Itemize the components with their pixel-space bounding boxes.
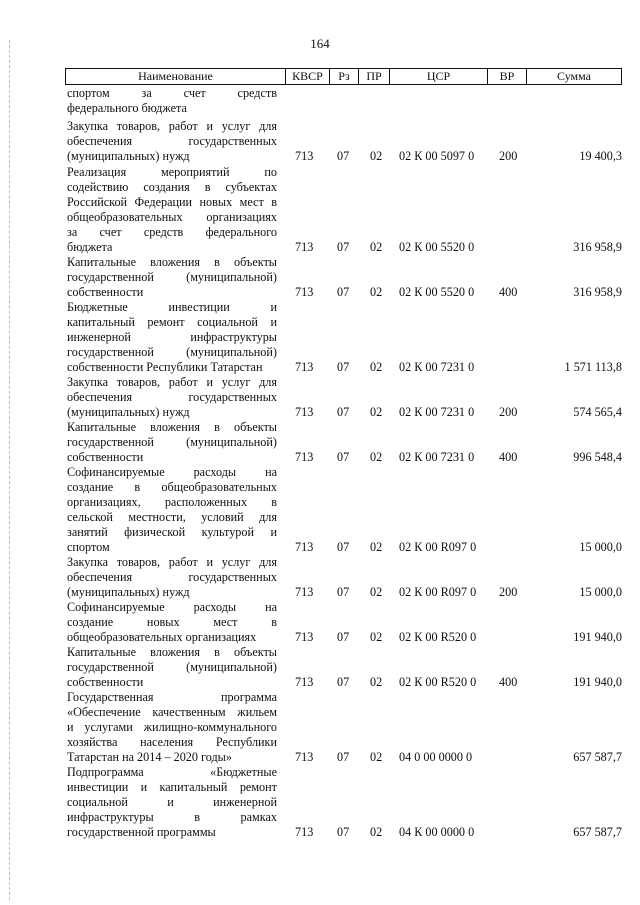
row-sum: 191 940,0 (573, 630, 622, 644)
row-name-line: и услугами жилищно-коммунального (67, 720, 277, 734)
row-name-line: Татарстан на 2014 – 2020 годы» (67, 750, 232, 764)
row-vr: 400 (499, 675, 518, 689)
row-name (67, 255, 277, 300)
row-name-line: обеспечения государственных (67, 570, 277, 584)
row-name (67, 119, 277, 164)
row-rz: 07 (337, 675, 350, 689)
row-name-line: государственной (муниципальной) (67, 435, 277, 449)
row-kvsr: 713 (295, 675, 314, 689)
header-kvsr: КВСР (286, 69, 330, 84)
row-kvsr: 713 (295, 630, 314, 644)
row-sum: 657 587,7 (573, 750, 622, 764)
row-name-line: «Обеспечение качественным жильем (67, 705, 277, 719)
row-pr: 02 (370, 285, 383, 299)
row-kvsr: 713 (295, 405, 314, 419)
row-name-line: инженерной инфраструктуры (67, 330, 277, 344)
row-name-line: организациях, расположенных в (67, 495, 277, 509)
row-kvsr: 713 (295, 285, 314, 299)
row-sum: 316 958,9 (573, 285, 622, 299)
row-name-line: Капитальные вложения в объекты (67, 420, 277, 434)
row-name-line: Закупка товаров, работ и услуг для (67, 555, 277, 569)
row-vr: 200 (499, 585, 518, 599)
row-name-line: Софинансируемые расходы на (67, 600, 277, 614)
row-pr: 02 (370, 675, 383, 689)
row-name-line: инвестиции и капитальный ремонт (67, 780, 277, 794)
row-name (67, 375, 277, 420)
row-pr: 02 (370, 750, 383, 764)
row-csr: 02 К 00 R520 0 (399, 630, 477, 644)
row-name (67, 600, 277, 645)
row-csr: 02 К 00 R520 0 (399, 675, 477, 689)
header-pr: ПР (359, 69, 390, 84)
row-csr: 02 К 00 5097 0 (399, 149, 475, 163)
row-name (67, 465, 277, 555)
row-name-line: обеспечения государственных (67, 134, 277, 148)
row-name-line: инфраструктуры в рамках (67, 810, 277, 824)
row-vr: 200 (499, 149, 518, 163)
row-pr: 02 (370, 585, 383, 599)
row-kvsr: 713 (295, 585, 314, 599)
row-sum: 191 940,0 (573, 675, 622, 689)
row-name-line: обеспечения государственных (67, 390, 277, 404)
row-rz: 07 (337, 149, 350, 163)
row-name-line: Софинансируемые расходы на (67, 465, 277, 479)
row-rz: 07 (337, 540, 350, 554)
row-sum: 15 000,0 (579, 585, 622, 599)
row-pr: 02 (370, 405, 383, 419)
row-sum: 657 587,7 (573, 825, 622, 839)
row-csr: 04 0 00 0000 0 (399, 750, 473, 764)
row-csr: 02 К 00 5520 0 (399, 240, 475, 254)
row-name-line: социальной и инженерной (67, 795, 277, 809)
row-pr: 02 (370, 825, 383, 839)
row-name-line: спортом за счет средств (67, 86, 277, 100)
row-name (67, 420, 277, 465)
row-name-line: Капитальные вложения в объекты (67, 255, 277, 269)
row-vr: 400 (499, 285, 518, 299)
row-rz: 07 (337, 240, 350, 254)
row-name-line: занятий физической культурой и (67, 525, 277, 539)
row-name-line: сельской местности, условий для (67, 510, 277, 524)
row-name (67, 86, 277, 116)
row-pr: 02 (370, 540, 383, 554)
row-name-line: собственности (67, 675, 144, 689)
row-csr: 02 К 00 5520 0 (399, 285, 475, 299)
row-sum: 996 548,4 (573, 450, 622, 464)
header-name: Наименование (66, 69, 286, 84)
row-csr: 02 К 00 R097 0 (399, 540, 477, 554)
row-name-line: создание в общеобразовательных (67, 480, 277, 494)
row-kvsr: 713 (295, 750, 314, 764)
row-pr: 02 (370, 630, 383, 644)
header-sum: Сумма (557, 69, 591, 83)
row-rz: 07 (337, 450, 350, 464)
row-name-line: общеобразовательных организациях (67, 210, 277, 224)
row-rz: 07 (337, 630, 350, 644)
row-name (67, 300, 277, 375)
row-name-line: государственной (муниципальной) (67, 660, 277, 674)
row-sum: 1 571 113,8 (564, 360, 622, 374)
row-name-line: Российской Федерации новых мест в (67, 195, 277, 209)
row-name (67, 645, 277, 690)
row-name-line: (муниципальных) нужд (67, 149, 190, 163)
row-name-line: хозяйства населения Республики (67, 735, 277, 749)
row-name-line: спортом (67, 540, 110, 554)
table-header (65, 68, 622, 85)
row-name-line: Закупка товаров, работ и услуг для (67, 119, 277, 133)
row-name-line: создание новых мест в (67, 615, 277, 629)
row-csr: 02 К 00 7231 0 (399, 360, 475, 374)
row-kvsr: 713 (295, 149, 314, 163)
row-rz: 07 (337, 825, 350, 839)
row-name-line: Реализация мероприятий по (67, 165, 277, 179)
row-csr: 04 К 00 0000 0 (399, 825, 475, 839)
row-name-line: государственной программы (67, 825, 216, 839)
header-csr: ЦСР (390, 69, 488, 84)
row-kvsr: 713 (295, 450, 314, 464)
row-kvsr: 713 (295, 825, 314, 839)
row-name (67, 165, 277, 255)
row-sum: 19 400,3 (579, 149, 622, 163)
row-rz: 07 (337, 750, 350, 764)
row-pr: 02 (370, 240, 383, 254)
row-name-line: федерального бюджета (67, 101, 187, 115)
row-kvsr: 713 (295, 360, 314, 374)
row-name-line: Подпрограмма «Бюджетные (67, 765, 277, 779)
row-pr: 02 (370, 149, 383, 163)
row-name (67, 555, 277, 600)
row-pr: 02 (370, 450, 383, 464)
row-vr: 400 (499, 450, 518, 464)
row-name-line: Государственная программа (67, 690, 277, 704)
row-name-line: собственности Республики Татарстан (67, 360, 263, 374)
row-name-line: Капитальные вложения в объекты (67, 645, 277, 659)
row-name-line: Закупка товаров, работ и услуг для (67, 375, 277, 389)
row-rz: 07 (337, 405, 350, 419)
row-name-line: государственной (муниципальной) (67, 345, 277, 359)
row-name-line: (муниципальных) нужд (67, 405, 190, 419)
row-name-line: за счет средств федерального (67, 225, 277, 239)
row-name-line: собственности (67, 285, 144, 299)
row-name-line: общеобразовательных организациях (67, 630, 257, 644)
row-rz: 07 (337, 585, 350, 599)
header-vr: ВР (488, 69, 527, 84)
row-sum: 15 000,0 (579, 540, 622, 554)
row-name (67, 765, 277, 840)
row-name-line: Бюджетные инвестиции и (67, 300, 277, 314)
row-name-line: капитальный ремонт социальной и (67, 315, 277, 329)
row-csr: 02 К 00 7231 0 (399, 405, 475, 419)
row-csr: 02 К 00 7231 0 (399, 450, 475, 464)
row-kvsr: 713 (295, 540, 314, 554)
row-pr: 02 (370, 360, 383, 374)
row-sum: 574 565,4 (573, 405, 622, 419)
row-rz: 07 (337, 285, 350, 299)
row-name-line: содействию создания в субъектах (67, 180, 277, 194)
row-vr: 200 (499, 405, 518, 419)
row-name-line: бюджета (67, 240, 113, 254)
page-number: 164 (310, 36, 330, 51)
row-rz: 07 (337, 360, 350, 374)
row-name (67, 690, 277, 765)
row-name-line: (муниципальных) нужд (67, 585, 190, 599)
header-rz: Рз (330, 69, 359, 84)
binding-margin-line (9, 40, 10, 900)
row-kvsr: 713 (295, 240, 314, 254)
row-name-line: собственности (67, 450, 144, 464)
row-name-line: государственной (муниципальной) (67, 270, 277, 284)
row-sum: 316 958,9 (573, 240, 622, 254)
row-csr: 02 К 00 R097 0 (399, 585, 477, 599)
